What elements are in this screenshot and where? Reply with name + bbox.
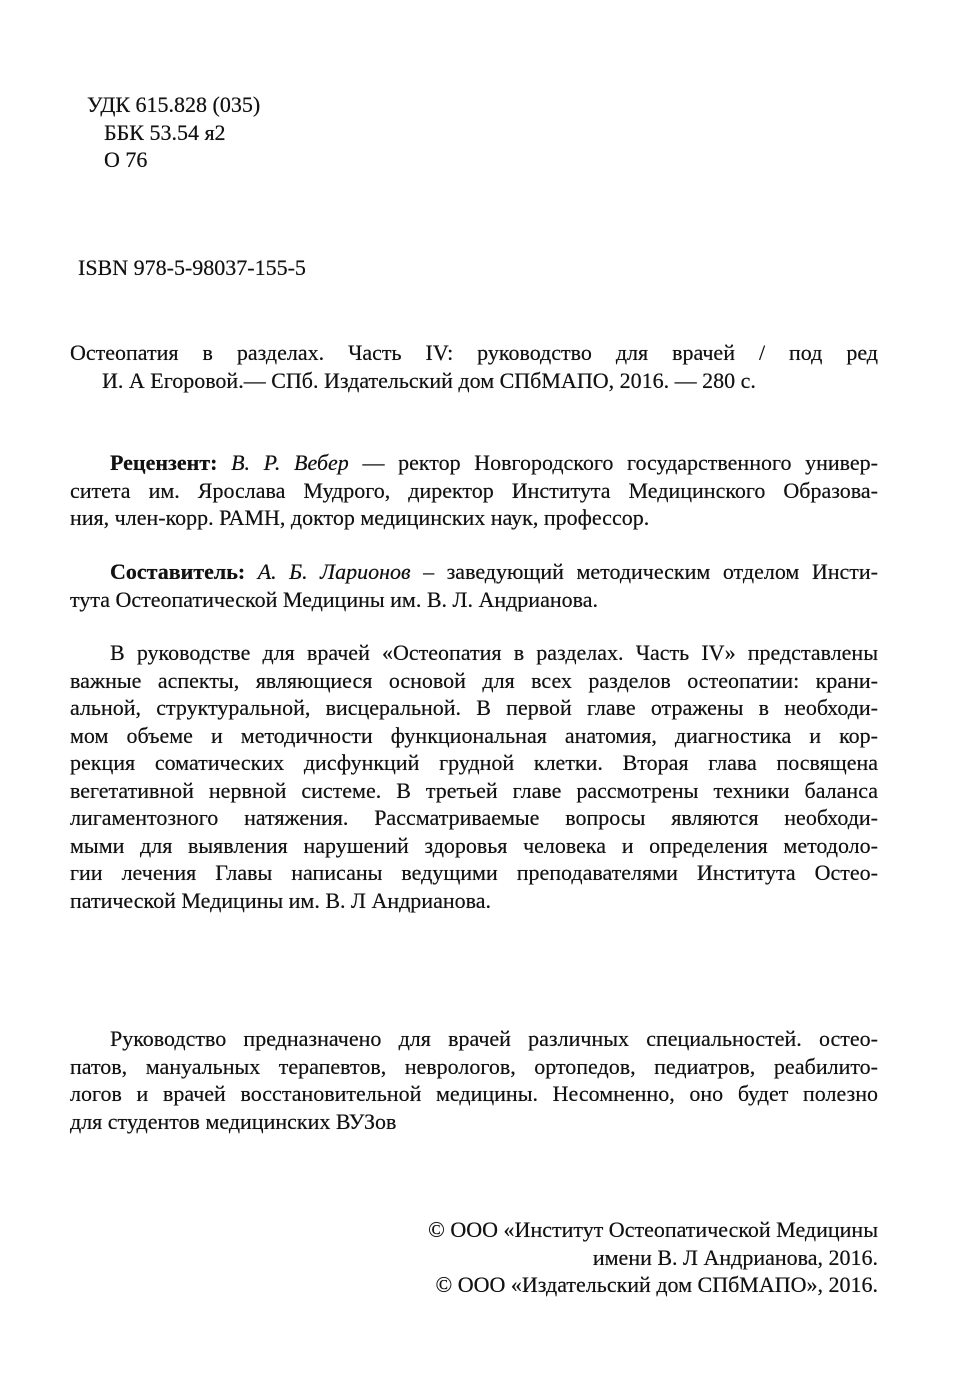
isbn-line: ISBN 978-5-98037-155-5 xyxy=(78,255,306,280)
classification-block xyxy=(87,91,487,174)
reviewer-name: В. Р. Вебер xyxy=(231,450,349,475)
reviewer-line-1 xyxy=(70,449,878,477)
citation-line-2: И. А Егоровой.— СПб. Издательский дом СПбМАПО, 2016. — 280 с. xyxy=(102,367,756,393)
reviewer-line-2: ситета им. Ярослава Мудрого, директор Института Медицинского Образова- xyxy=(70,477,878,503)
reviewer-label: Рецензент: xyxy=(110,450,218,475)
annotation-line: альной, структуральной, висцеральной. В первой главе отражены в необходи- xyxy=(70,695,878,720)
annotation-line: для студентов медицинских ВУЗов xyxy=(70,1108,397,1134)
copyright-block xyxy=(258,1216,878,1299)
annotation-line: логов и врачей восстановительной медицины. Несомненно, оно будет полезно xyxy=(70,1081,878,1106)
copyright-line: © ООО «Издательский дом СПбМАПО», 2016. xyxy=(435,1272,878,1297)
annotation-line: лигаментозного натяжения. Рассматриваемые вопросы являются необходи- xyxy=(70,805,878,830)
copyright-line: имени В. Л Андрианова, 2016. xyxy=(592,1244,878,1270)
author-sign-line: О 76 xyxy=(104,147,148,172)
reviewer-paragraph xyxy=(70,449,878,532)
compiler-name: А. Б. Ларионов xyxy=(257,559,411,584)
compiler-line-1-rest: – заведующий методическим отделом Инсти- xyxy=(423,559,878,584)
annotation-line: важные аспекты, являющиеся основой для всех разделов остеопатии: крани- xyxy=(70,667,878,693)
annotation-line: патов, мануальных терапевтов, неврологов, ортопедов, педиатров, реабилито- xyxy=(70,1053,878,1079)
annotation-line: мыми для выявления нарушений здоровья человека и определения методоло- xyxy=(70,832,878,858)
compiler-line-2: тута Остеопатической Медицины им. В. Л. Андрианова. xyxy=(70,586,598,612)
bibliographic-citation xyxy=(70,339,878,394)
annotation-line: рекция соматических дисфункций грудной клетки. Вторая глава посвящена xyxy=(70,750,878,775)
citation-line-1: Остеопатия в разделах. Часть IV: руководство для врачей / под ред xyxy=(70,340,878,365)
copyright-line: © ООО «Институт Остеопатической Медицины xyxy=(428,1217,878,1242)
reviewer-line-1-rest: — ректор Новгородского государственного универ- xyxy=(362,450,878,475)
annotation-line: вегетативной нервной системе. В третьей главе рассмотрены техники баланса xyxy=(70,777,878,803)
annotation-paragraph-1 xyxy=(70,639,878,914)
reviewer-line-3: ния, член-корр. РАМН, доктор медицинских наук, профессор. xyxy=(70,505,650,530)
annotation-paragraph-2 xyxy=(70,1025,878,1135)
compiler-label: Составитель: xyxy=(110,559,246,584)
annotation-line: Руководство предназначено для врачей различных специальностей. остео- xyxy=(110,1026,878,1051)
udk-line: УДК 615.828 (035) xyxy=(87,92,261,117)
annotation-line: мом объеме и методичности функциональная анатомия, диагностика и кор- xyxy=(70,722,878,748)
annotation-line: гии лечения Главы написаны ведущими преподавателями Института Остео- xyxy=(70,860,878,885)
annotation-line: патической Медицины им. В. Л Андрианова. xyxy=(70,887,491,913)
compiler-line-1 xyxy=(70,558,878,586)
compiler-paragraph xyxy=(70,558,878,613)
bbk-line: ББК 53.54 я2 xyxy=(104,119,226,145)
annotation-line: В руководстве для врачей «Остеопатия в разделах. Часть IV» представлены xyxy=(110,640,878,665)
